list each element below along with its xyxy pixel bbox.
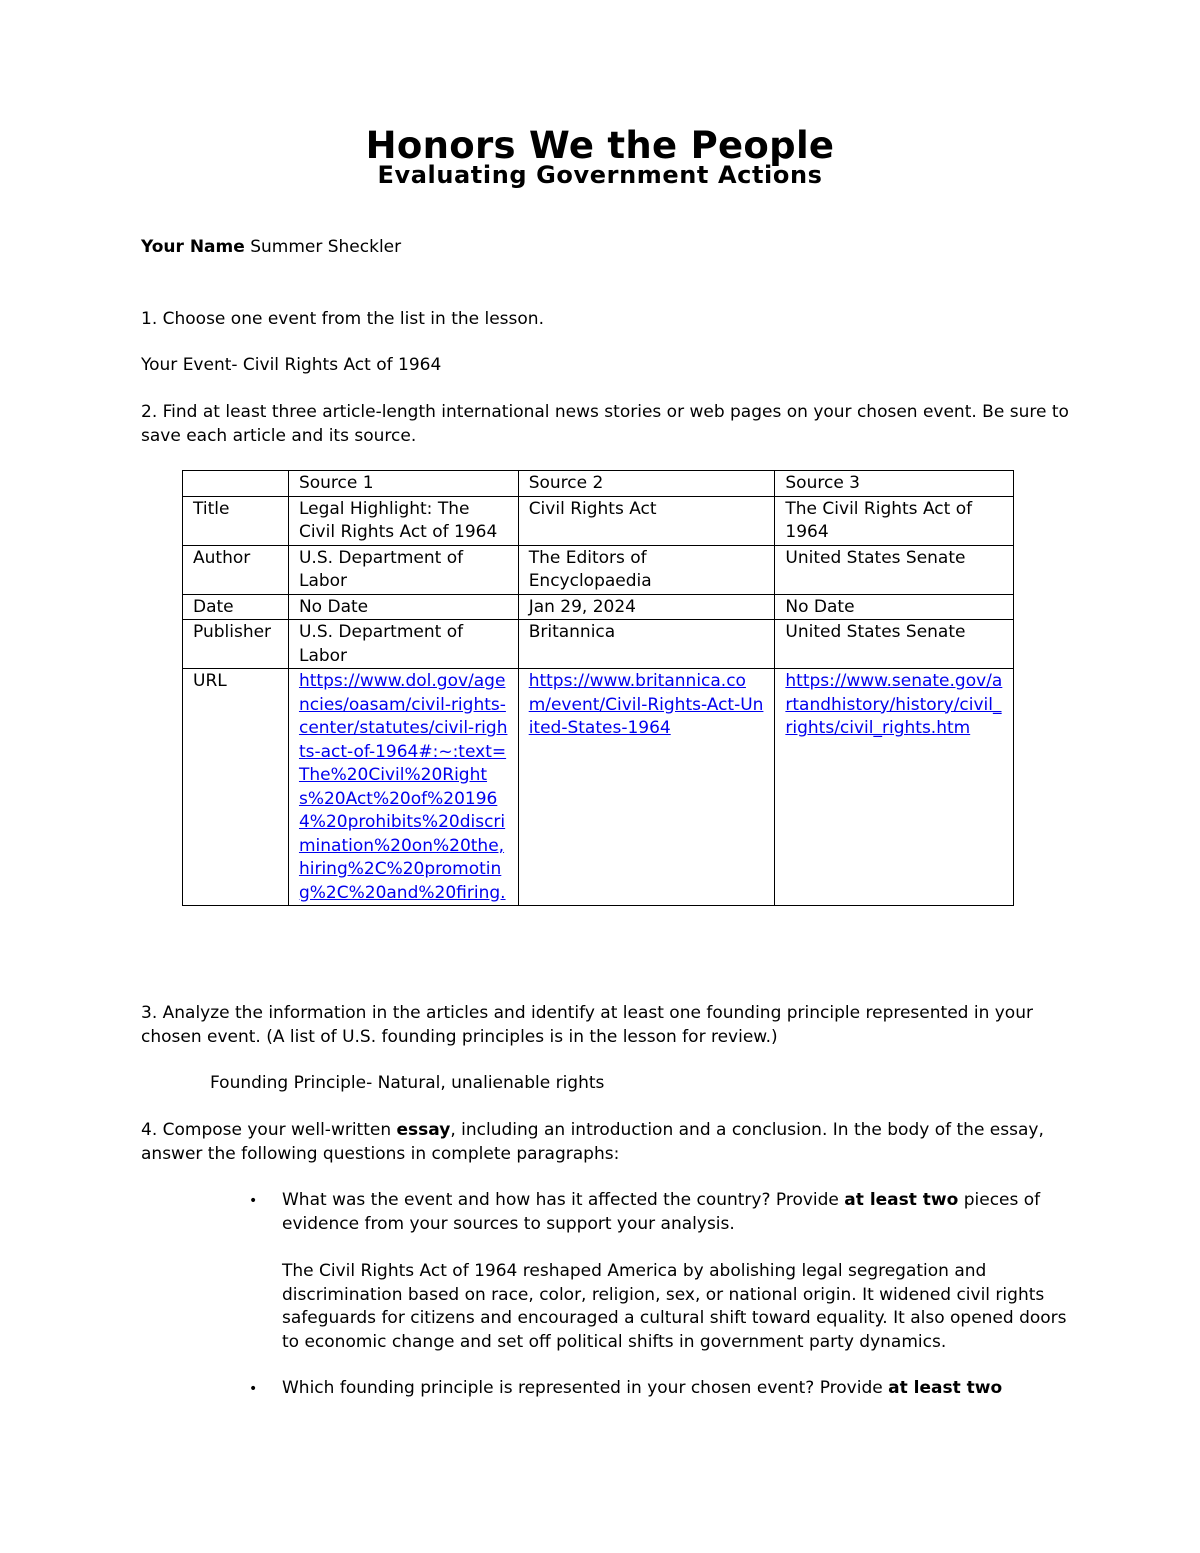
table-row-author — [183, 545, 1014, 594]
question-1-prompt: 1. Choose one event from the list in the lesson. — [141, 309, 544, 329]
question-1-answer: Your Event- Civil Rights Act of 1964 — [141, 355, 442, 375]
question-2-prompt: 2. Find at least three article-length international news stories or web pages on your chosen event. Be sure to save each article and its source. — [141, 402, 1069, 446]
question-3-answer: Founding Principle- Natural, unalienable rights — [210, 1073, 605, 1093]
bullet-1-text-bold: at least two — [844, 1190, 959, 1210]
table-cell — [288, 669, 518, 906]
bullet-1-marker: • — [249, 1193, 258, 1209]
table-cell — [518, 669, 775, 906]
q4-prompt-end: , including an introduction and a conclusion. In the body of the essay, answer the following questions in complete paragraphs: — [141, 1120, 1044, 1164]
table-row-title — [183, 496, 1014, 545]
table-cell: U.S. Department of Labor — [288, 620, 518, 669]
bullet-2-text-start: Which founding principle is represented in your chosen event? Provide — [282, 1378, 889, 1398]
table-cell: Civil Rights Act — [518, 496, 775, 545]
bullet-2-question — [282, 1377, 1072, 1401]
student-name-line — [141, 236, 401, 259]
q4-prompt-start: 4. Compose your well-written — [141, 1120, 397, 1140]
source-2-url-link[interactable]: https://www.britannica.com/event/Civil-Rights-Act-United-States-1964 — [528, 671, 764, 738]
table-header-row — [183, 471, 1014, 497]
source-1-url-link[interactable]: https://www.dol.gov/agencies/oasam/civil-rights-center/statutes/civil-rights-act-of-1964#:~:text=The%20Civil%20Rights%20Act%20of%201964%20prohibits%20discrimination%20on%20the,hiring%2C%20promoting%2C%20and%20firing. — [298, 671, 508, 903]
table-header-cell: Source 3 — [775, 471, 1014, 497]
bullet-1-answer: The Civil Rights Act of 1964 reshaped America by abolishing legal segregation and discrimination based on race, color, religion, sex, or national origin. It widened civil rights safeguards for citizens and encouraged a cultural shift toward equality. It also opened doors to economic change and set off political shifts in government party dynamics. — [282, 1261, 1067, 1352]
name-label: Your Name — [141, 237, 245, 257]
q4-prompt-bold: essay — [396, 1120, 451, 1140]
document-title: Honors We the People — [365, 124, 835, 167]
bullet-1-text-start: What was the event and how has it affected the country? Provide — [282, 1190, 845, 1210]
bullet-1-text-end: pieces of evidence from your sources to support your analysis. — [282, 1190, 1041, 1234]
table-cell: Jan 29, 2024 — [518, 594, 775, 620]
table-header-cell: Source 2 — [518, 471, 775, 497]
name-value: Summer Sheckler — [250, 237, 402, 257]
question-4-prompt — [141, 1119, 1071, 1166]
table-cell: Legal Highlight: The Civil Rights Act of 1964 — [288, 496, 518, 545]
bullet-2-text-bold: at least two — [888, 1378, 1003, 1398]
sources-table — [182, 470, 1014, 906]
table-row-url — [183, 669, 1014, 906]
row-label: Publisher — [183, 620, 289, 669]
table-cell: The Editors of Encyclopaedia — [518, 545, 775, 594]
source-3-url-link[interactable]: https://www.senate.gov/artandhistory/history/civil_rights/civil_rights.htm — [785, 671, 1003, 738]
table-cell: No Date — [775, 594, 1014, 620]
table-cell: United States Senate — [775, 620, 1014, 669]
table-header-cell — [183, 471, 289, 497]
table-cell — [775, 669, 1014, 906]
table-row-date — [183, 594, 1014, 620]
question-3-prompt: 3. Analyze the information in the articles and identify at least one founding principle represented in your chosen event. (A list of U.S. founding principles is in the lesson for review.) — [141, 1003, 1033, 1047]
row-label: Author — [183, 545, 289, 594]
bullet-1-question — [282, 1189, 1072, 1236]
bullet-2-marker: • — [249, 1381, 258, 1397]
row-label: URL — [183, 669, 289, 906]
row-label: Title — [183, 496, 289, 545]
table-header-cell: Source 1 — [288, 471, 518, 497]
table-row-publisher — [183, 620, 1014, 669]
table-cell: Britannica — [518, 620, 775, 669]
table-cell: U.S. Department of Labor — [288, 545, 518, 594]
document-subtitle: Evaluating Government Actions — [377, 161, 823, 189]
table-cell: United States Senate — [775, 545, 1014, 594]
row-label: Date — [183, 594, 289, 620]
table-cell: No Date — [288, 594, 518, 620]
table-cell: The Civil Rights Act of 1964 — [775, 496, 1014, 545]
